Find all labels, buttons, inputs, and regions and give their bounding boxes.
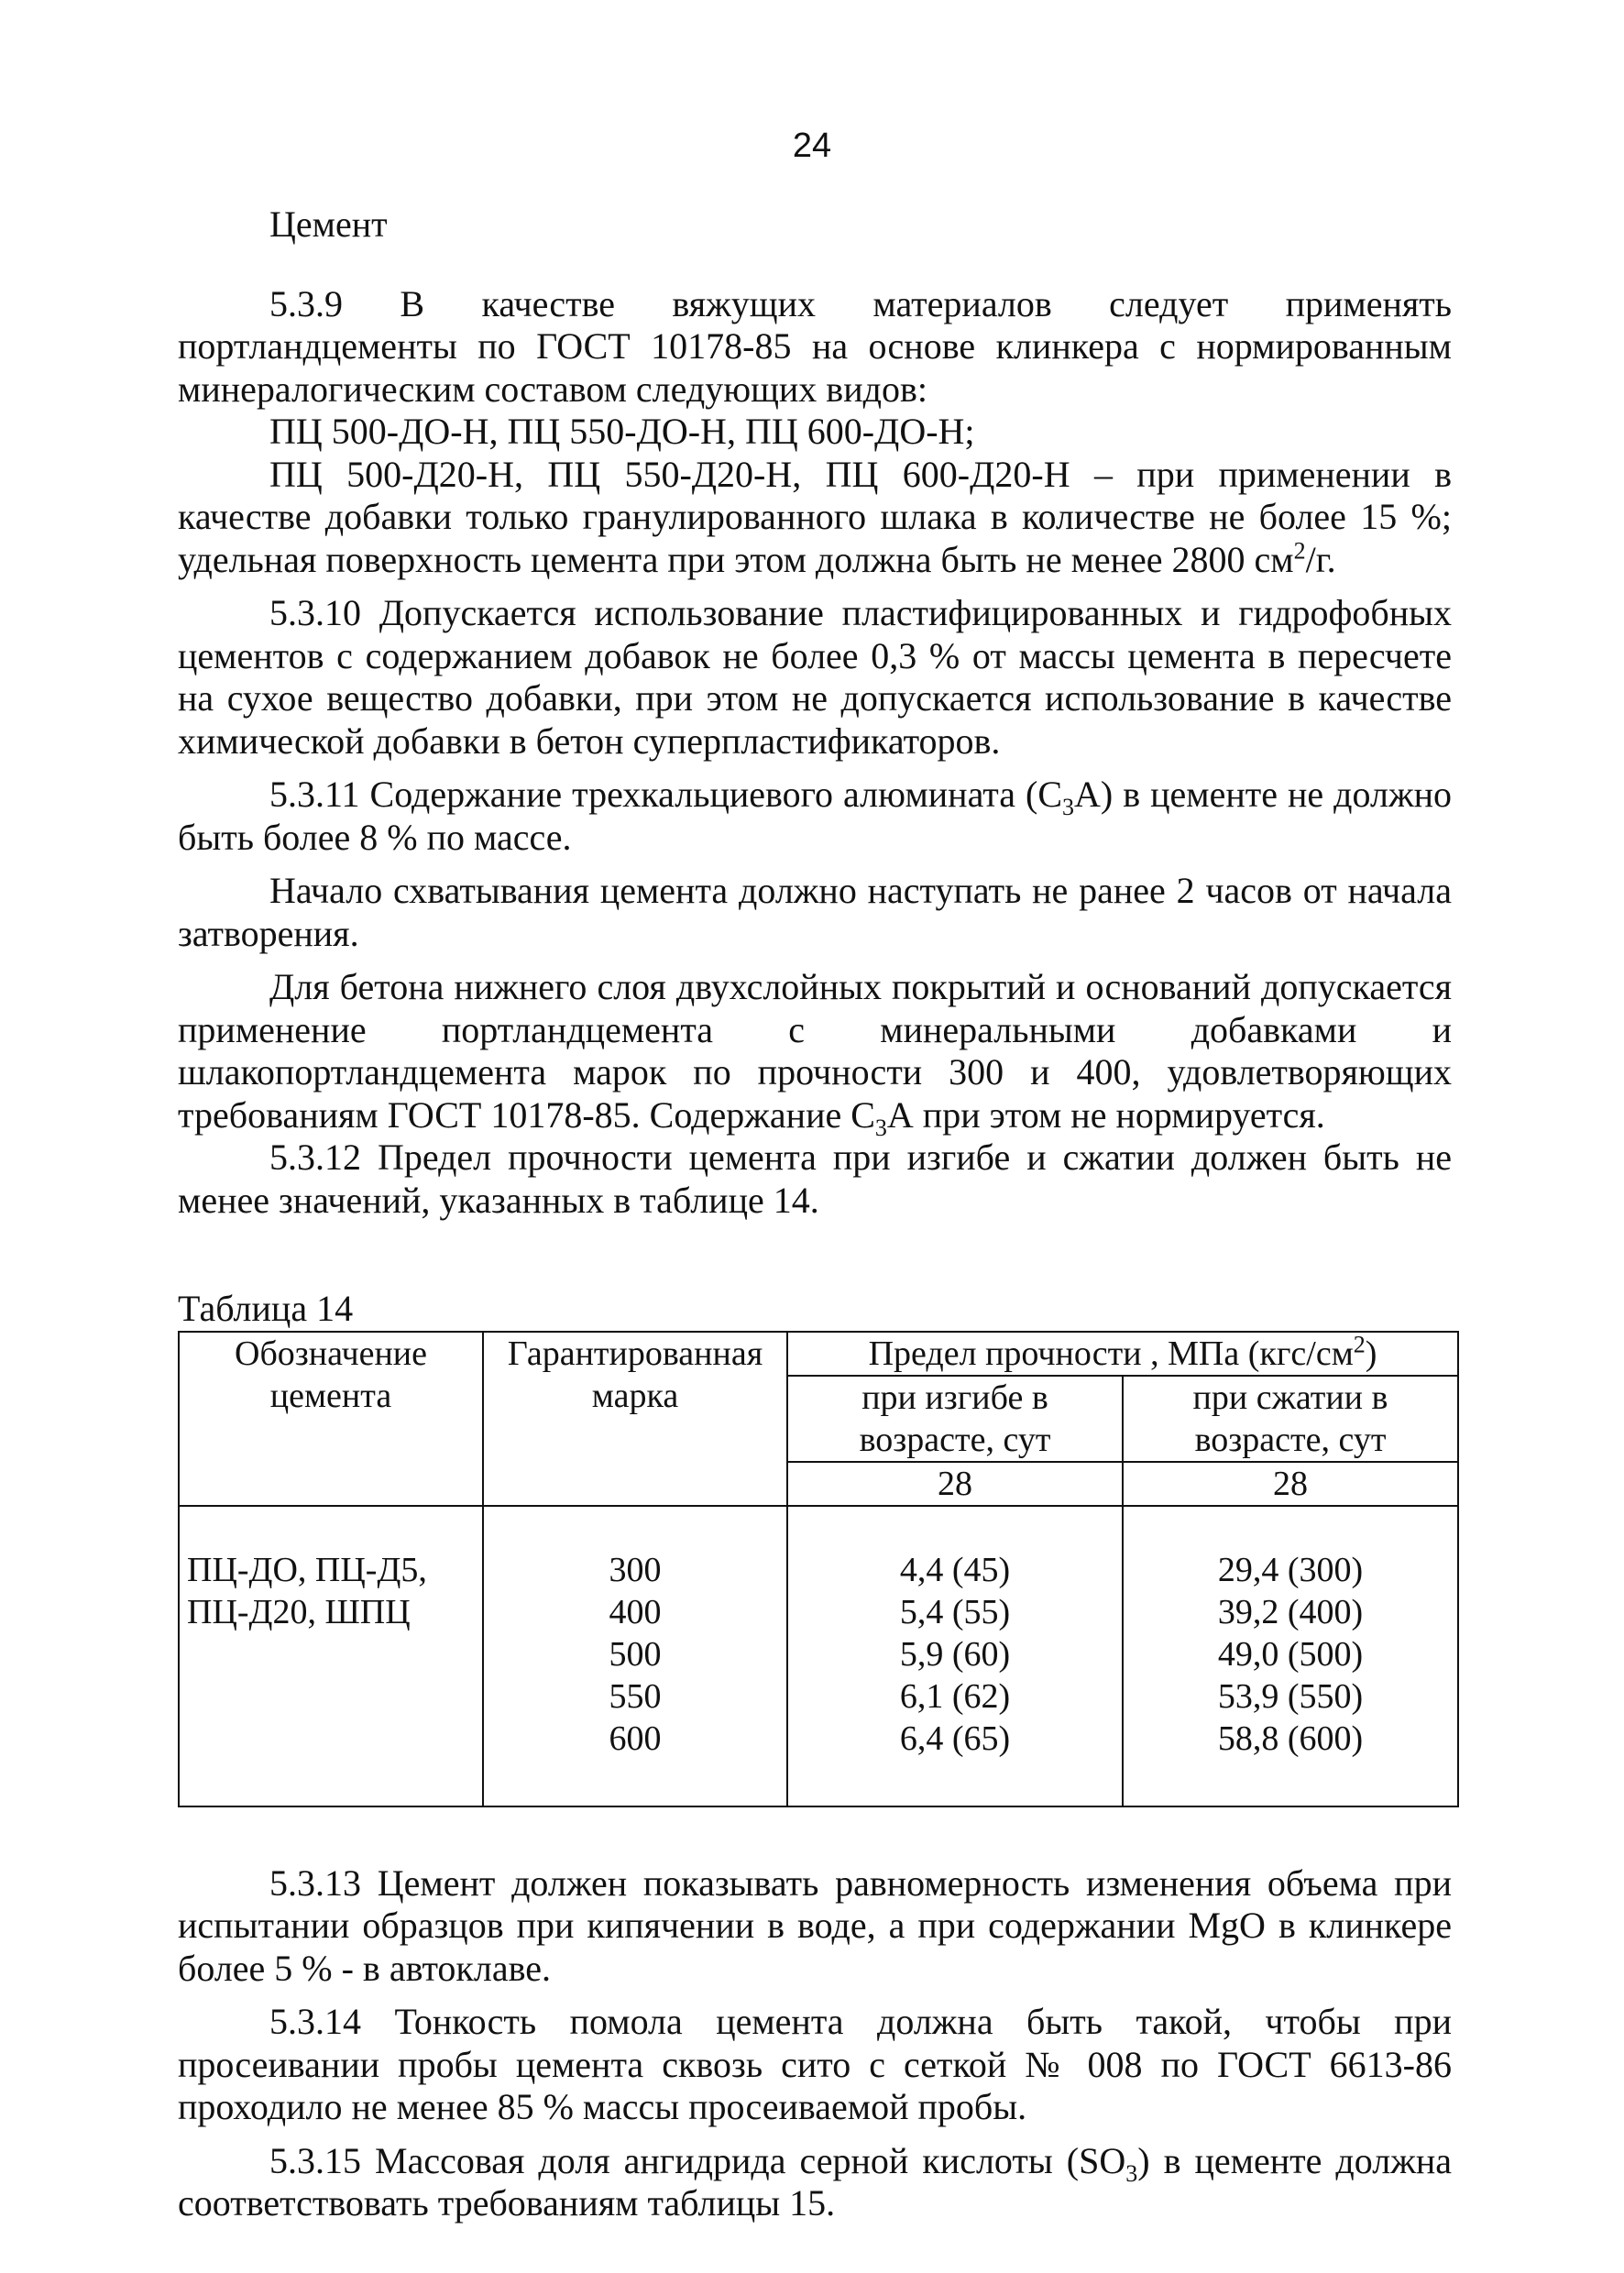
subscript: 3 [1062, 794, 1075, 820]
cell-bending [787, 1506, 1123, 1806]
table-row [179, 1506, 1458, 1806]
header-bending: при изгибе в возрасте, сут [787, 1376, 1123, 1462]
paragraph-lower-layer [178, 966, 1452, 1141]
compression-value: 58,8 (600) [1217, 1718, 1364, 1758]
bending-value: 5,9 (60) [899, 1634, 1011, 1674]
paragraph-5-3-11 [178, 774, 1452, 859]
paragraph-5-3-14: 5.3.14 Тонкость помола цемента должна быть такой, чтобы при просеивании пробы цемента сквозь сито с сеткой № 008 по ГОСТ 6613-86 проходило не менее 85 % массы просеиваемой пробы. [178, 2001, 1452, 2127]
bending-value: 6,1 (62) [899, 1676, 1011, 1716]
subscript: 3 [1125, 2159, 1138, 2187]
cell-grades [483, 1506, 787, 1806]
cell-designation: ПЦ-ДО, ПЦ-Д5, ПЦ-Д20, ШПЦ [179, 1506, 483, 1806]
header-strength-text: Предел прочности , МПа (кгс/см [868, 1334, 1354, 1373]
cell-compression [1123, 1506, 1458, 1806]
compression-value: 53,9 (550) [1217, 1676, 1364, 1716]
bending-value: 5,4 (55) [899, 1592, 1011, 1631]
paragraph-setting-time: Начало схватывания цемента должно наступать не ранее 2 часов от начала затворения. [178, 870, 1452, 954]
grade-value: 500 [609, 1634, 662, 1674]
page-number: 24 [792, 126, 832, 165]
text-part: 5.3.15 Массовая доля ангидрида серной кислоты (SO [269, 2139, 1126, 2181]
cement-list-2-text: ПЦ 500-Д20-Н, ПЦ 550-Д20-Н, ПЦ 600-Д20-Н – при применении в качестве добавки только гранулированного шлака в количестве не более 15 %; удельная поверхность цемента при этом должна быть не менее 2800 см [178, 453, 1452, 580]
compression-value: 39,2 (400) [1217, 1592, 1364, 1631]
unit-tail: /г. [1305, 538, 1336, 580]
superscript: 2 [1353, 1330, 1366, 1357]
text-part: Для бетона нижнего слоя двухслойных покрытий и оснований допускается применение портландцемента с минеральными добавками и шлакопортландцемента марок по прочности 300 и 400, удовлетворяющих требованиям ГОСТ 10178-85. Содержание С [178, 966, 1452, 1136]
cement-list-2 [178, 454, 1452, 582]
header-strength [787, 1332, 1458, 1376]
header-designation: Обозначение цемента [179, 1332, 483, 1506]
text-part: А при этом не нормируется. [886, 1093, 1325, 1136]
paragraph-5-3-10: 5.3.10 Допускается использование пластифицированных и гидрофобных цементов с содержанием добавок не более 0,3 % от массы цемента в пересчете на сухое вещество добавки, при этом не допускается использование в качестве химической добавки в бетон суперпластификаторов. [178, 592, 1452, 762]
grade-value: 600 [609, 1718, 662, 1758]
compression-value: 49,0 (500) [1217, 1634, 1364, 1674]
paragraph-5-3-15 [178, 2140, 1452, 2225]
header-strength-tail: ) [1365, 1334, 1377, 1373]
table-header-row [179, 1332, 1458, 1376]
header-bending-age: 28 [787, 1462, 1123, 1506]
grade-value: 550 [609, 1676, 662, 1716]
header-compression: при сжатии в возрасте, сут [1123, 1376, 1458, 1462]
paragraph-5-3-13: 5.3.13 Цемент должен показывать равномерность изменения объема при испытании образцов при кипячении в воде, а при содержании MgO в клинкере более 5 % - в автоклаве. [178, 1861, 1452, 1989]
cement-list-1: ПЦ 500-ДО-Н, ПЦ 550-ДО-Н, ПЦ 600-ДО-Н; [269, 411, 975, 452]
paragraph-5-3-9: 5.3.9 В качестве вяжущих материалов следует применять портландцементы по ГОСТ 10178-85 на основе клинкера с нормированным минералогическим составом следующих видов: [178, 282, 1452, 410]
section-heading: Цемент [269, 203, 388, 245]
table-14 [178, 1331, 1459, 1807]
superscript: 2 [1293, 537, 1306, 565]
compression-value: 29,4 (300) [1217, 1550, 1364, 1589]
header-compression-age: 28 [1123, 1462, 1458, 1506]
grade-value: 400 [609, 1592, 662, 1631]
text-part: А) в цементе не должно быть более 8 % по массе. [178, 774, 1452, 858]
header-grade: Гарантированная марка [483, 1332, 787, 1506]
paragraph-5-3-12: 5.3.12 Предел прочности цемента при изгибе и сжатии должен быть не менее значений, указанных в таблице 14. [178, 1136, 1452, 1221]
bending-value: 4,4 (45) [899, 1550, 1011, 1589]
subscript: 3 [874, 1114, 887, 1141]
grade-value: 300 [609, 1550, 662, 1589]
text-part: 5.3.11 Содержание трехкальциевого алюмината (С [269, 774, 1063, 815]
table-caption: Таблица 14 [178, 1288, 354, 1329]
document-body [178, 203, 1452, 2225]
bending-value: 6,4 (65) [899, 1718, 1011, 1758]
text-part: ) в цементе должна соответствовать требованиям таблицы 15. [178, 2139, 1453, 2224]
